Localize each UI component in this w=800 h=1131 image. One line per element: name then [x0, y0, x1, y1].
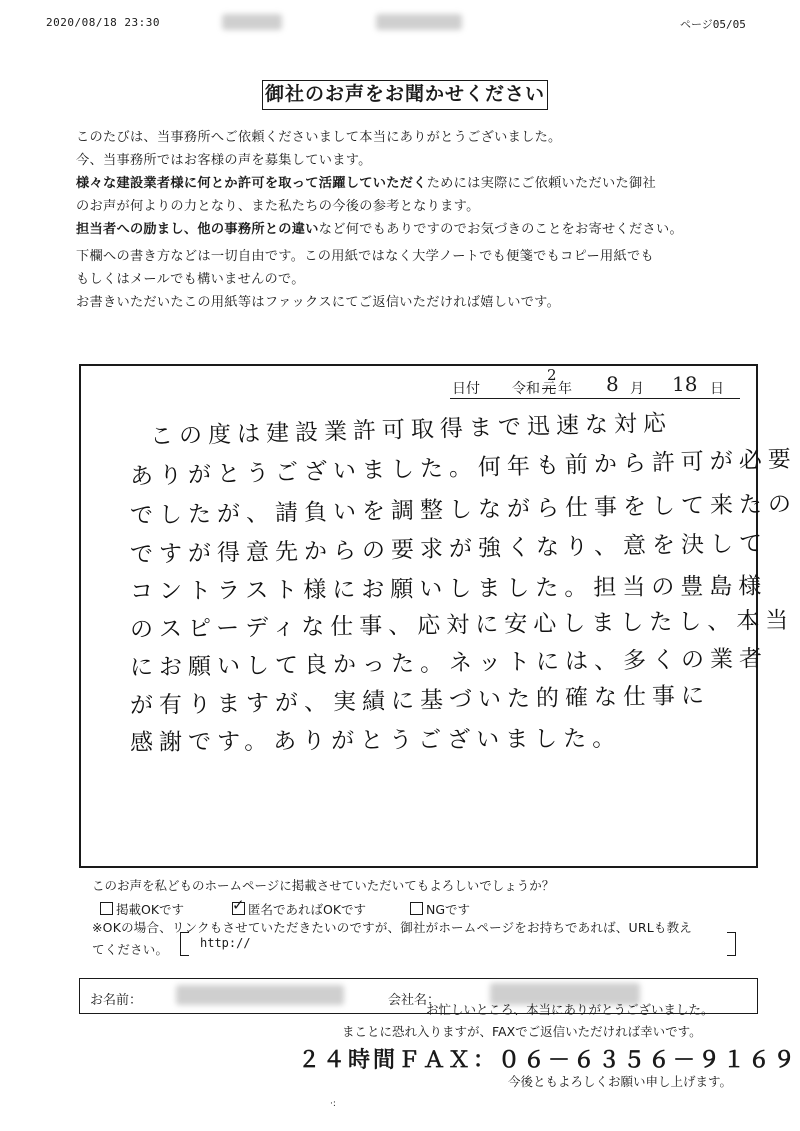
intro-line-5 — [76, 218, 683, 237]
intro-line-3-rest: ためには実際にご依頼いただいた御社 — [426, 176, 656, 191]
intro-line-2: 今、当事務所ではお客様の声を募集しています。 — [76, 153, 372, 168]
date-month-unit: 月 — [630, 381, 644, 397]
checkbox-ng[interactable] — [410, 902, 423, 915]
checkbox-anonymous[interactable] — [232, 896, 245, 915]
option-ng-label: NGです — [426, 902, 471, 917]
handwritten-line: ありがとうございました。何年も前から許可が必要 — [129, 446, 798, 490]
intro-line-6: 下欄への書き方などは一切自由です。この用紙ではなく大学ノートでも便箋でもコピー用紙でも — [76, 249, 654, 264]
link-note-line-2: てください。 — [92, 942, 169, 957]
fax-number: ２４時間ＦＡＸ：０６－６３５６－９１６９ — [298, 1048, 799, 1073]
intro-line-4: のお声が何よりの力となり、また私たちの今後の参考となります。 — [76, 199, 480, 214]
option-ng-checkbox[interactable] — [410, 900, 470, 918]
intro-line-3 — [76, 172, 656, 191]
url-input[interactable] — [180, 932, 736, 956]
url-bracket-right — [727, 932, 736, 956]
date-day-handwritten: 18 — [672, 372, 698, 396]
intro-line-5-bold: 担当者への励まし、他の事務所との違い — [76, 222, 319, 237]
redacted-number — [376, 14, 462, 30]
handwritten-line: にお願いして良かった。ネットには、多くの業者 — [129, 646, 769, 681]
intro-line-3-bold: 様々な建設業者様に何とか許可を取って活躍していただく — [76, 176, 427, 191]
date-year-unit: 年 — [558, 381, 572, 397]
date-month-handwritten: 8 — [606, 372, 619, 396]
scan-speck: ·: — [330, 1099, 336, 1109]
name-label: お名前： — [90, 993, 143, 1008]
fax-datetime: 2020/08/18 23:30 — [46, 16, 160, 29]
footer-thanks: お忙しいところ、本当にありがとうございました。 — [426, 1002, 714, 1017]
intro-line-1: このたびは、当事務所へご依頼くださいまして本当にありがとうございました。 — [76, 130, 562, 145]
date-year-handwritten: 2 — [547, 366, 557, 384]
fax-page-number: ページ05/05 — [680, 18, 746, 31]
date-field[interactable] — [450, 366, 740, 399]
date-era: 令和 — [512, 381, 540, 397]
url-value: http:// — [200, 936, 251, 950]
redacted-name — [176, 985, 344, 1005]
date-year-struck: 元 — [542, 381, 556, 397]
option-anonymous-label: 匿名であればOKです — [248, 902, 367, 917]
intro-line-7: もしくはメールでも構いませんので。 — [76, 272, 305, 287]
option-ok-checkbox[interactable] — [100, 900, 184, 918]
handwritten-line: この度は建設業許可取得まで迅速な対応 — [149, 410, 673, 450]
handwritten-line: のスピーディな仕事、応対に安心しましたし、本当 — [129, 607, 795, 643]
consent-question: このお声を私どものホームページに掲載させていただいてもよろしいでしょうか？ — [92, 878, 555, 893]
redacted-sender — [222, 14, 282, 30]
option-anonymous-checkbox[interactable] — [232, 896, 367, 918]
handwritten-line: ですが得意先からの要求が強くなり、意を決して — [129, 530, 769, 568]
handwritten-line: コントラスト様にお願いしました。担当の豊島様 — [129, 573, 768, 605]
intro-line-8: お書きいただいたこの用紙等はファックスにてご返信いただければ嬉しいです。 — [76, 295, 561, 310]
date-day-unit: 日 — [710, 381, 724, 397]
footer-closing: 今後ともよろしくお願い申し上げます。 — [508, 1074, 733, 1089]
handwritten-line: でしたが、請負いを調整しながら仕事をして来たの — [129, 491, 798, 529]
url-bracket-left — [180, 932, 189, 956]
check-mark-icon: ✓ — [232, 896, 245, 914]
option-ok-label: 掲載OKです — [116, 902, 185, 917]
footer-fax-request: まことに恐れ入りますが、FAXでご返信いただければ幸いです。 — [342, 1024, 702, 1039]
date-label: 日付 — [452, 381, 480, 397]
intro-line-5-rest: など何でもありですのでお気づきのことをお寄せください。 — [318, 222, 683, 237]
form-title: 御社のお声をお聞かせください — [262, 80, 548, 110]
handwritten-line: 感謝です。ありがとうございました。 — [129, 725, 622, 756]
checkbox-ok[interactable] — [100, 902, 113, 915]
company-label: 会社名： — [388, 993, 441, 1008]
link-note-line-1: ※OKの場合、リンクもさせていただきたいのですが、御社がホームページをお持ちであれば、URLも教え — [92, 920, 692, 935]
handwritten-line: が有りますが、実績に基づいた的確な仕事に — [129, 682, 711, 719]
